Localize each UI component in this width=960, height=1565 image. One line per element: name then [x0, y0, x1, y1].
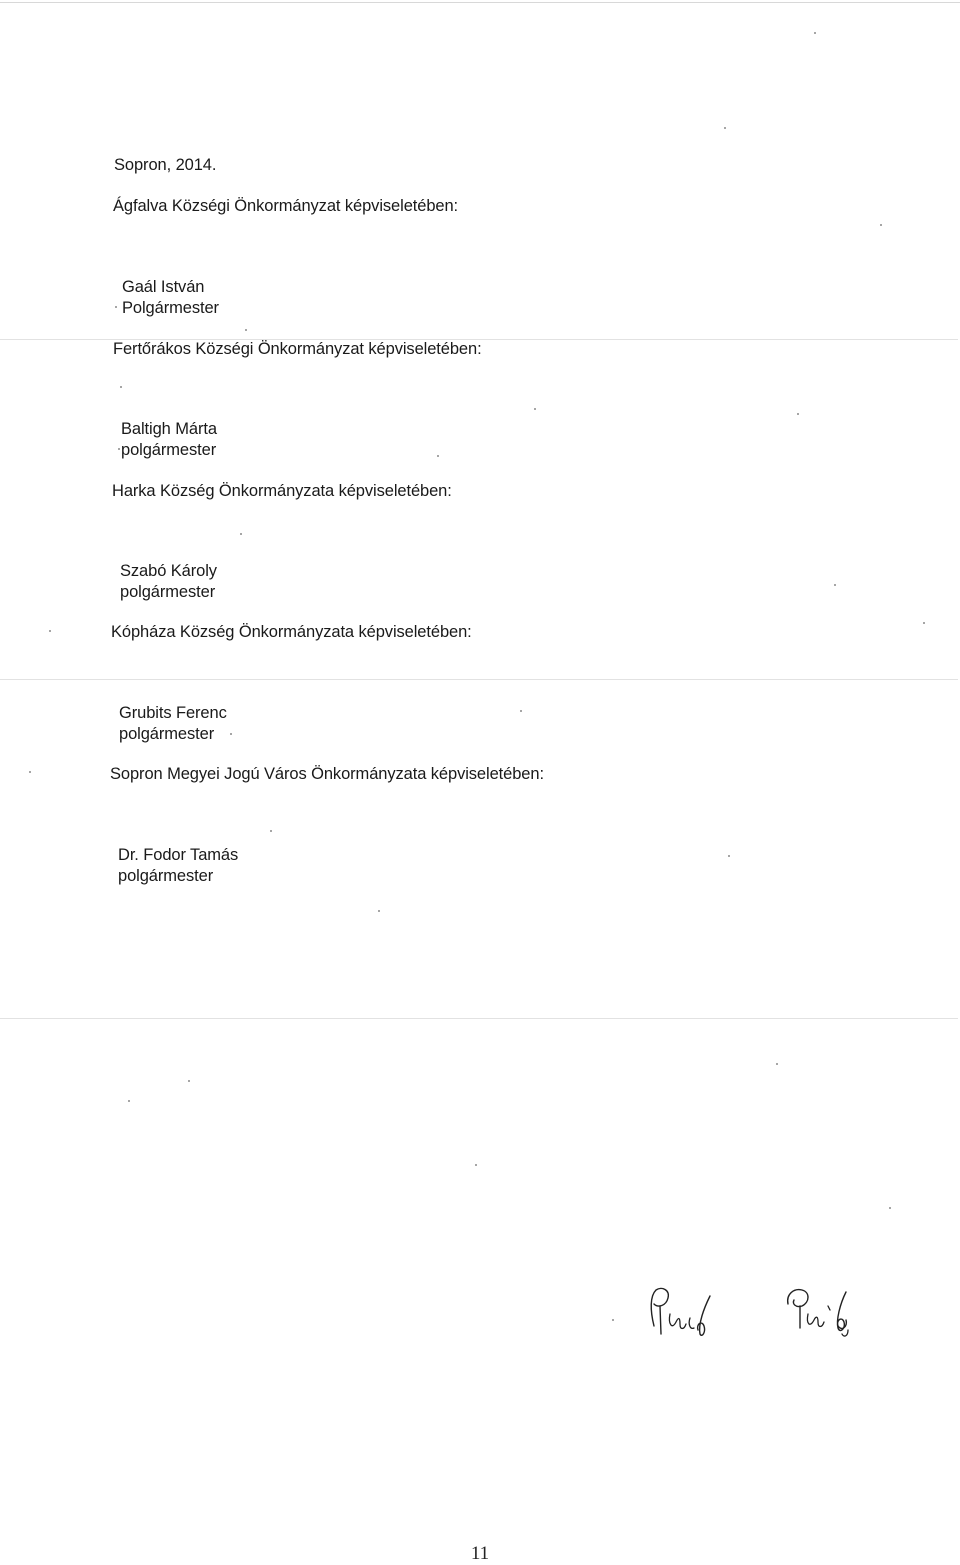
scan-speck: [728, 855, 730, 857]
scan-speck: [245, 329, 247, 331]
scan-speck: [49, 630, 51, 632]
scan-speck: [923, 622, 925, 624]
scan-speck: [230, 733, 232, 735]
scan-speck: [475, 1164, 477, 1166]
scan-speck: [797, 413, 799, 415]
signatory-name-harka: Szabó Károly: [120, 562, 217, 580]
signatory-name-kophaza: Grubits Ferenc: [119, 704, 227, 722]
scan-speck: [240, 533, 242, 535]
municipality-heading-sopron: Sopron Megyei Jogú Város Önkormányzata képviseletében:: [110, 765, 544, 783]
scan-speck: [520, 710, 522, 712]
scan-speck: [834, 584, 836, 586]
page-number: 11: [470, 1543, 490, 1564]
scan-speck: [437, 455, 439, 457]
scan-speck: [188, 1080, 190, 1082]
place-date: Sopron, 2014.: [114, 156, 217, 174]
top-border-line: [0, 2, 960, 3]
signatory-name-sopron: Dr. Fodor Tamás: [118, 846, 239, 864]
section-divider: [0, 1018, 958, 1019]
scan-speck: [270, 830, 272, 832]
scan-speck: [120, 386, 122, 388]
signatory-name-fertorakos: Baltigh Márta: [121, 420, 217, 438]
municipality-heading-agfalva: Ágfalva Községi Önkormányzat képviseletében:: [113, 197, 459, 215]
scan-speck: [724, 127, 726, 129]
signatory-title-kophaza: polgármester: [119, 725, 215, 743]
municipality-heading-harka: Harka Község Önkormányzata képviseletében:: [112, 482, 452, 500]
scan-speck: [115, 306, 117, 308]
scan-speck: [378, 910, 380, 912]
initials-signature-2: [780, 1284, 860, 1344]
municipality-heading-fertorakos: Fertőrákos Községi Önkormányzat képviseletében:: [113, 340, 482, 358]
scan-speck: [118, 448, 120, 450]
signatory-title-agfalva: Polgármester: [122, 299, 219, 317]
municipality-heading-kophaza: Kópháza Község Önkormányzata képviseletében:: [111, 623, 472, 641]
scan-speck: [814, 32, 816, 34]
scan-speck: [612, 1319, 614, 1321]
scan-speck: [776, 1063, 778, 1065]
scan-speck: [29, 771, 31, 773]
signatory-name-agfalva: Gaál István: [122, 278, 205, 296]
signatory-title-sopron: polgármester: [118, 867, 214, 885]
scan-speck: [889, 1207, 891, 1209]
scan-speck: [534, 408, 536, 410]
initials-signature-1: [640, 1284, 720, 1344]
scan-speck: [880, 224, 882, 226]
scan-speck: [128, 1100, 130, 1102]
signatory-title-fertorakos: polgármester: [121, 441, 217, 459]
section-divider: [0, 679, 958, 680]
signatory-title-harka: polgármester: [120, 583, 216, 601]
